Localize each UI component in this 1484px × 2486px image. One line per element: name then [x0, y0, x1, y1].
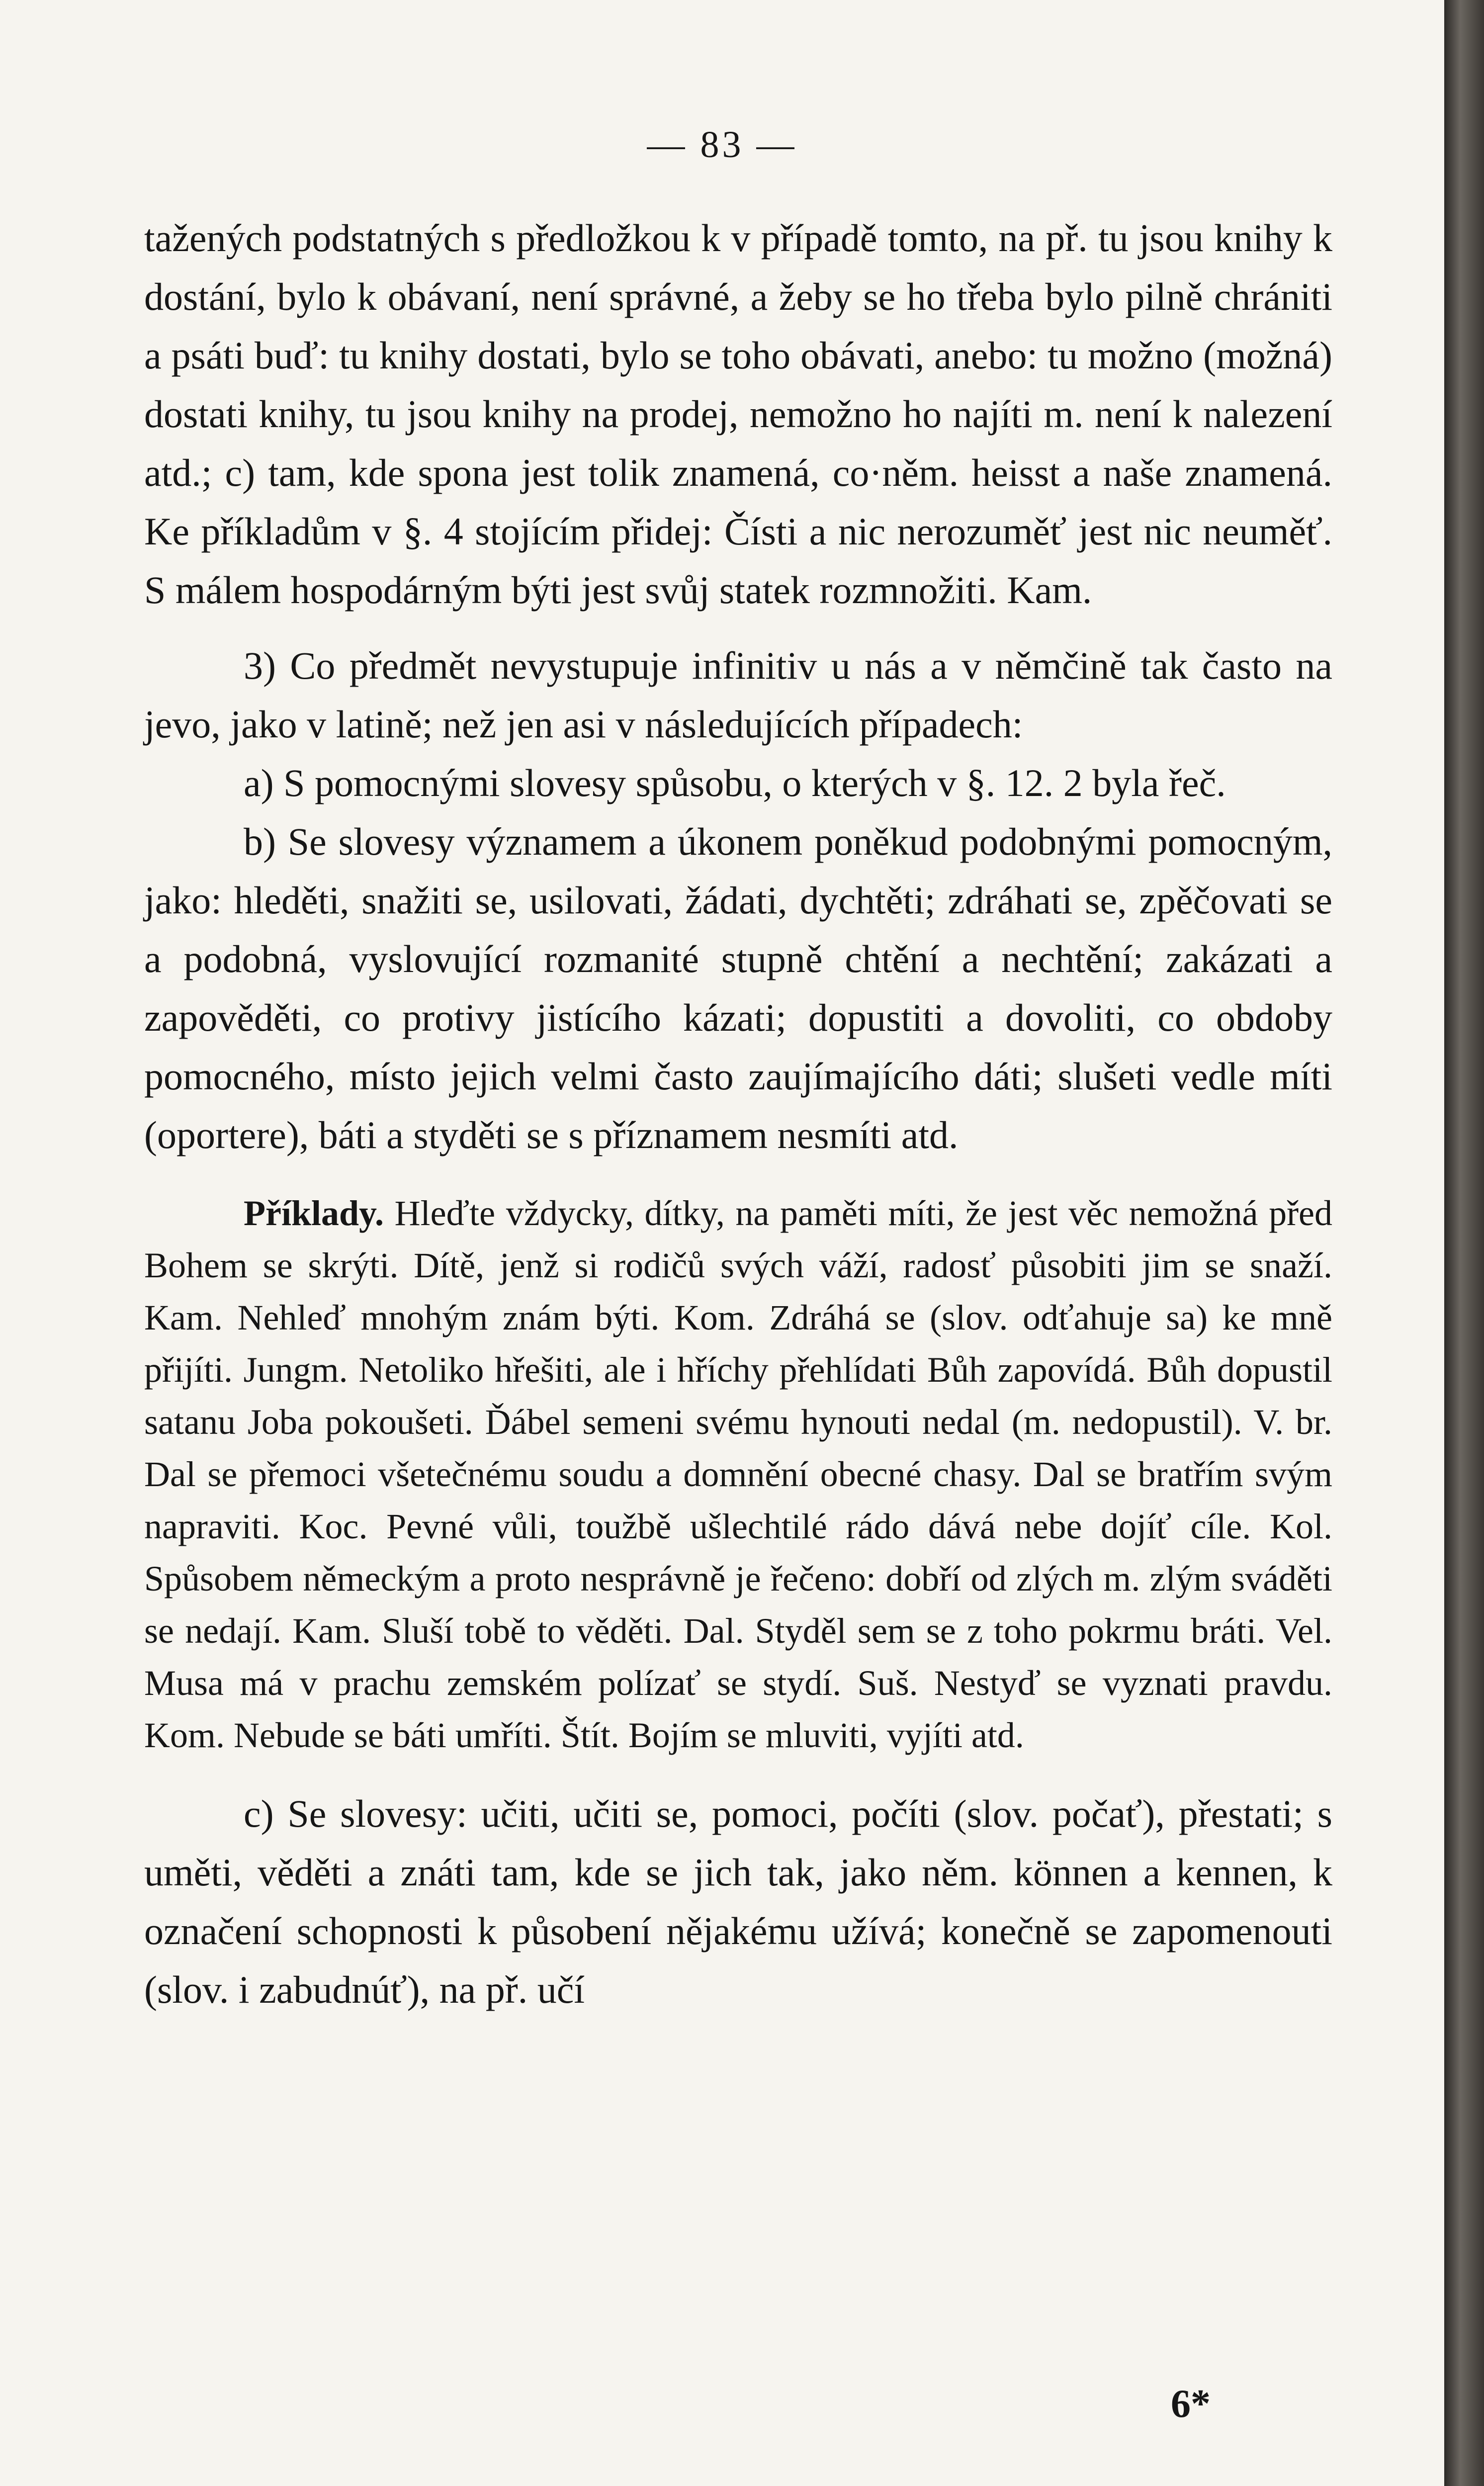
examples-label: Příklady.	[244, 1193, 384, 1233]
paragraph-a: a) S pomocnými slovesy spůsobu, o kterých v §. 12. 2 byla řeč.	[244, 761, 1226, 804]
paragraph-continuation: tažených podstatných s předložkou k v případě tomto, na př. tu jsou knihy k dostání, bylo k obávaní, není správné, a žeby se ho třeba bylo pilně chrániti a psáti buď: tu knihy dostati, bylo se toho obávati, anebo: tu možno (možná) dostati knihy, tu jsou knihy na prodej, nemožno ho najíti m. není k nalezení atd.; c) tam, kde spona jest tolik znamená, co·něm. heisst a naše znamená. Ke příkladům v §. 4 stojícím přidej: Čísti a nic nerozuměť jest nic neuměť. S málem hospodárným býti jest svůj statek rozmnožiti. Kam.	[144, 216, 1332, 612]
signature-mark: 6*	[1171, 2382, 1211, 2426]
paragraph-b: b) Se slovesy významem a úkonem poněkud podobnými pomocným, jako: hleděti, snažiti se, usilovati, žádati, dychtěti; zdráhati se, zpěčovati se a podobná, vyslovující rozmanité stupně chtění a nechtění; zakázati a zapověděti, co protivy jistícího kázati; dopustiti a dovoliti, co obdoby pomocného, místo jejich velmi často zaujímajícího dáti; slušeti vedle míti (oportere), báti a styděti se s příznamem nesmíti atd.	[144, 820, 1332, 1156]
page-text	[144, 209, 1332, 2019]
examples-block	[144, 1187, 1332, 1762]
page-edge	[1444, 0, 1484, 2486]
examples-text: Hleďte vždycky, dítky, na paměti míti, že jest věc nemožná před Bohem se skrýti. Dítě, jenž si rodičů svých váží, radosť působiti jim se snaží. Kam. Nehleď mnohým znám býti. Kom. Zdráhá se (slov. odťahuje sa) ke mně přijíti. Jungm. Netoliko hřešiti, ale i hříchy přehlídati Bůh zapovídá. Bůh dopustil satanu Joba pokoušeti. Ďábel semeni svému hynouti nedal (m. nedopustil). V. br. Dal se přemoci všetečnému soudu a domnění obecné chasy. Dal se bratřím svým napraviti. Koc. Pevné vůli, toužbě ušlechtilé rádo dává nebe dojíť cíle. Kol. Spůsobem německým a proto nesprávně je řečeno: dobří od zlých m. zlým sváděti se nedají. Kam. Sluší tobě to věděti. Dal. Styděl sem se z toho pokrmu bráti. Vel. Musa má v prachu zemském polízať se stydí. Suš. Nestyď se vyznati pravdu. Kom. Nebude se báti umříti. Štít. Bojím se mluviti, vyjíti atd.	[144, 1193, 1333, 1755]
paragraph-3: 3) Co předmět nevystupuje infinitiv u nás a v němčině tak často na jevo, jako v latině; než jen asi v následujících případech:	[144, 644, 1332, 746]
paragraph-c: c) Se slovesy: učiti, učiti se, pomoci, počíti (slov. počať), přestati; s uměti, věděti a znáti tam, kde se jich tak, jako něm. können a kennen, k označení schopnosti k působení nějakému užívá; konečně se zapomenouti (slov. i zabudnúť), na př. učí	[144, 1792, 1332, 2011]
page-number: — 83 —	[647, 124, 797, 166]
